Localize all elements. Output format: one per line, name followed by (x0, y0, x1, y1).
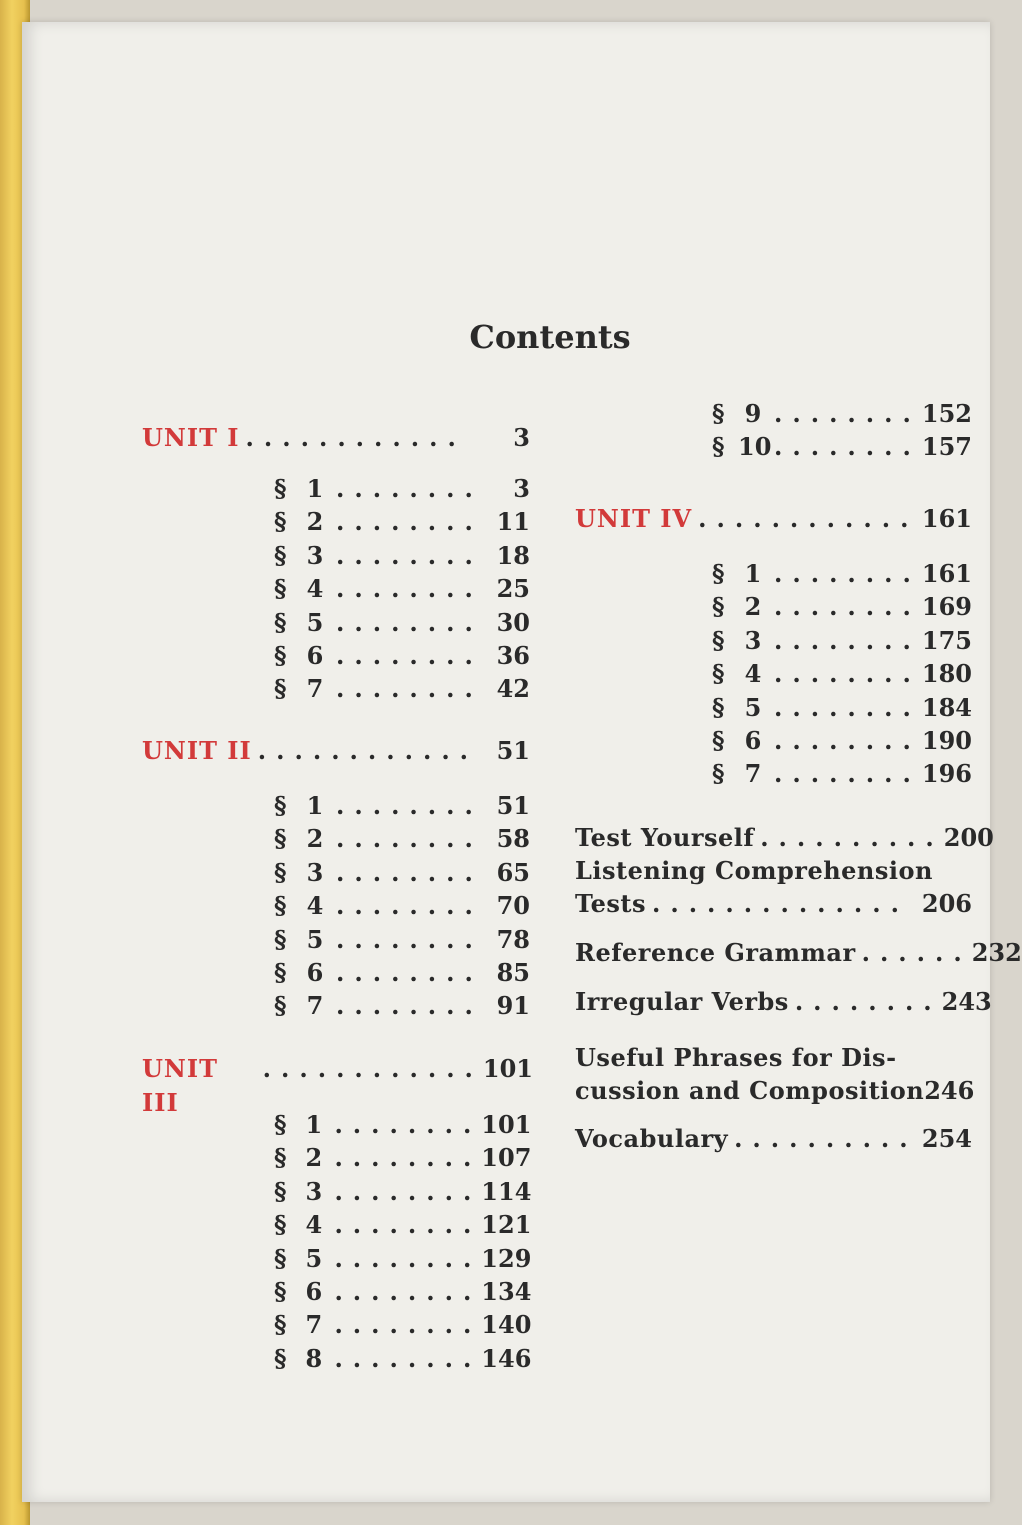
section-mark: § (274, 924, 287, 954)
section-mark: § (712, 559, 725, 588)
page-number: 190 (921, 725, 972, 755)
leader-dots: ........ (336, 474, 483, 503)
section-number: 1 (306, 474, 324, 503)
leader-dots: ............ (698, 504, 919, 533)
page-number: 232 (971, 938, 1022, 967)
unit-4-sections (712, 557, 972, 791)
section-mark: § (274, 640, 287, 670)
leader-dots: ........ (334, 1243, 482, 1273)
section-row (274, 1308, 530, 1341)
leader-dots: ........ (334, 1110, 482, 1139)
section-row (274, 1342, 530, 1375)
section-number: 4 (306, 891, 324, 921)
section-row (712, 430, 972, 463)
page-number: 161 (921, 504, 972, 533)
leader-dots: .......... (760, 823, 944, 852)
section-mark: § (274, 540, 287, 570)
section-row (274, 472, 530, 505)
section-mark: § (712, 399, 725, 428)
unit-label: UNIT IV (575, 504, 693, 533)
vocabulary-entry (575, 1122, 972, 1156)
section-row (274, 1242, 530, 1275)
page-number: 42 (496, 674, 530, 704)
section-mark: § (712, 432, 725, 462)
page-number: 184 (921, 692, 972, 722)
irregular-verbs-entry (575, 985, 992, 1019)
section-mark: § (274, 891, 287, 921)
leader-dots: ........ (336, 507, 483, 537)
page-number: 25 (496, 574, 530, 604)
page-number: 78 (496, 924, 530, 954)
section-number: 3 (306, 540, 324, 570)
section-mark: § (712, 592, 725, 622)
unit-2-sections (274, 789, 530, 1023)
page-number: 246 (924, 1076, 975, 1105)
section-number: 4 (306, 574, 324, 604)
reference-grammar-entry (575, 936, 1022, 970)
page-number: 65 (496, 857, 530, 887)
unit-label: UNIT III (142, 1054, 218, 1117)
entry-label: Vocabulary (575, 1124, 729, 1153)
page-number: 121 (481, 1210, 532, 1240)
page-number: 51 (496, 791, 530, 820)
section-mark: § (274, 1176, 287, 1206)
leader-dots: ........ (334, 1276, 482, 1306)
entry-label: cussion and Composition (575, 1076, 925, 1105)
section-mark: § (274, 674, 287, 704)
page-number: 254 (921, 1124, 972, 1153)
section-row (274, 606, 530, 639)
section-row (274, 856, 530, 889)
section-row (274, 505, 530, 538)
section-number: 7 (306, 991, 324, 1021)
page-number: 169 (921, 592, 972, 622)
section-number: 6 (744, 725, 762, 755)
section-row (274, 1108, 530, 1141)
unit-label: UNIT I (142, 423, 240, 452)
section-number: 1 (306, 791, 324, 820)
unit-1-entry (142, 421, 530, 455)
leader-dots: ............ (245, 423, 466, 452)
leader-dots: ........ (774, 592, 921, 622)
leader-dots: ........ (336, 957, 483, 987)
entry-label: Test Yourself (575, 823, 755, 852)
section-row (712, 557, 972, 590)
page-number: 3 (513, 423, 530, 452)
section-number: 5 (306, 607, 324, 637)
leader-dots: ........ (334, 1310, 482, 1340)
leader-dots: ........ (336, 540, 483, 570)
leader-dots: ........ (774, 725, 921, 755)
page-number: 18 (496, 540, 530, 570)
leader-dots: ........ (336, 824, 483, 854)
section-number: 9 (744, 399, 762, 428)
section-row (712, 691, 972, 724)
leader-dots: ........ (336, 991, 483, 1021)
section-mark: § (274, 857, 287, 887)
section-mark: § (712, 692, 725, 722)
section-row (274, 822, 530, 855)
section-row (712, 624, 972, 657)
section-number: 2 (306, 824, 324, 854)
leader-dots: ........ (794, 987, 942, 1016)
section-row (274, 989, 530, 1022)
leader-dots: .......... (734, 1124, 918, 1153)
unit-3-sections (274, 1108, 530, 1375)
section-row (712, 657, 972, 690)
section-row (274, 1141, 530, 1174)
leader-dots: .............. (651, 889, 909, 918)
leader-dots: ........ (774, 432, 921, 462)
section-mark: § (712, 659, 725, 689)
leader-dots: ........ (336, 674, 483, 704)
leader-dots: ........ (334, 1210, 482, 1240)
unit-3-sections-continued (712, 397, 972, 464)
leader-dots: ...... (861, 938, 972, 967)
leader-dots: ........ (774, 659, 921, 689)
section-mark: § (274, 1110, 287, 1139)
section-number: 4 (744, 659, 762, 689)
test-yourself-entry (575, 821, 994, 855)
leader-dots: ........ (774, 559, 921, 588)
section-number: 2 (306, 507, 324, 537)
section-number: 1 (305, 1110, 323, 1139)
section-mark: § (274, 957, 287, 987)
page-number: 101 (481, 1110, 532, 1139)
page-number: 180 (921, 659, 972, 689)
section-mark: § (274, 1276, 287, 1306)
leader-dots: ............ (257, 736, 479, 765)
section-number: 2 (305, 1143, 323, 1173)
entry-label: Tests (575, 889, 646, 918)
leader-dots: ........ (336, 574, 483, 604)
section-mark: § (274, 1343, 287, 1373)
unit-1-sections (274, 472, 530, 706)
section-mark: § (712, 759, 725, 789)
section-number: 3 (744, 625, 762, 655)
section-mark: § (274, 507, 287, 537)
section-mark: § (274, 474, 287, 503)
section-mark: § (274, 1210, 287, 1240)
page-number: 58 (496, 824, 530, 854)
page-title: Contents (469, 318, 631, 356)
section-number: 6 (305, 1276, 323, 1306)
leader-dots: ........ (336, 857, 483, 887)
leader-dots: ........ (336, 891, 483, 921)
section-row (712, 757, 972, 790)
section-number: 8 (305, 1343, 323, 1373)
leader-dots: ........ (774, 625, 921, 655)
page-number: 134 (481, 1276, 532, 1306)
listening-entry-line-1: Listening Comprehension (575, 856, 933, 885)
section-number: 4 (305, 1210, 323, 1240)
page-number: 140 (481, 1310, 532, 1340)
useful-phrases-entry-line-1: Useful Phrases for Dis- (575, 1043, 897, 1072)
leader-dots: ........ (334, 1143, 482, 1173)
page-number: 30 (496, 607, 530, 637)
section-mark: § (274, 824, 287, 854)
section-number: 3 (306, 857, 324, 887)
section-row (274, 1275, 530, 1308)
unit-label: UNIT II (142, 736, 252, 765)
unit-4-entry (575, 502, 972, 536)
section-row (274, 956, 530, 989)
section-number: 5 (306, 924, 324, 954)
page-number: 91 (496, 991, 530, 1021)
section-mark: § (274, 607, 287, 637)
unit-2-entry (142, 734, 530, 768)
leader-dots: ........ (334, 1343, 482, 1373)
page-number: 85 (496, 957, 530, 987)
section-row (274, 889, 530, 922)
leader-dots: ........ (774, 399, 921, 428)
page-number: 200 (943, 823, 994, 852)
section-row (274, 639, 530, 672)
section-row (274, 789, 530, 822)
section-number: 6 (306, 640, 324, 670)
page-number: 161 (921, 559, 972, 588)
leader-dots: ........ (334, 1176, 482, 1206)
page-number: 152 (921, 399, 972, 428)
page-number: 175 (921, 625, 972, 655)
section-row (712, 724, 972, 757)
section-number: 7 (744, 759, 762, 789)
leader-dots: ............ (262, 1054, 483, 1083)
leader-dots: ........ (336, 924, 483, 954)
section-mark: § (712, 625, 725, 655)
leader-dots: ........ (774, 692, 921, 722)
listening-entry (575, 887, 972, 921)
page-number: 157 (921, 432, 972, 462)
page-number: 70 (496, 891, 530, 921)
section-row (274, 1208, 530, 1241)
page-number: 206 (921, 889, 972, 918)
section-number: 1 (744, 559, 762, 588)
section-number: 10 (738, 432, 772, 462)
page-number: 51 (496, 736, 530, 765)
entry-label: Irregular Verbs (575, 987, 789, 1016)
section-number: 7 (305, 1310, 323, 1340)
unit-3-entry (142, 1052, 534, 1117)
section-row (712, 397, 972, 430)
section-row (274, 539, 530, 572)
section-mark: § (274, 1143, 287, 1173)
page-number: 129 (481, 1243, 532, 1273)
leader-dots: ........ (336, 640, 483, 670)
page-number: 3 (513, 474, 530, 503)
section-number: 2 (744, 592, 762, 622)
section-mark: § (274, 574, 287, 604)
page-number: 36 (496, 640, 530, 670)
section-mark: § (274, 991, 287, 1021)
leader-dots: ........ (336, 607, 483, 637)
section-mark: § (712, 725, 725, 755)
page-number: 146 (481, 1343, 532, 1373)
leader-dots: ........ (336, 791, 483, 820)
section-row (274, 572, 530, 605)
page-number: 196 (921, 759, 972, 789)
section-number: 5 (305, 1243, 323, 1273)
section-mark: § (274, 1243, 287, 1273)
section-row (274, 672, 530, 705)
section-number: 5 (744, 692, 762, 722)
section-mark: § (274, 791, 287, 820)
section-row (274, 1175, 530, 1208)
page-number: 114 (481, 1176, 532, 1206)
page-number: 11 (496, 507, 530, 537)
leader-dots: ........ (774, 759, 921, 789)
entry-label: Reference Grammar (575, 938, 856, 967)
section-row (712, 590, 972, 623)
page-number: 107 (481, 1143, 532, 1173)
page-number: 243 (941, 987, 992, 1016)
useful-phrases-entry (575, 1074, 975, 1108)
section-row (274, 923, 530, 956)
section-number: 7 (306, 674, 324, 704)
section-number: 3 (305, 1176, 323, 1206)
section-number: 6 (306, 957, 324, 987)
section-mark: § (274, 1310, 287, 1340)
page-number: 101 (482, 1054, 534, 1083)
